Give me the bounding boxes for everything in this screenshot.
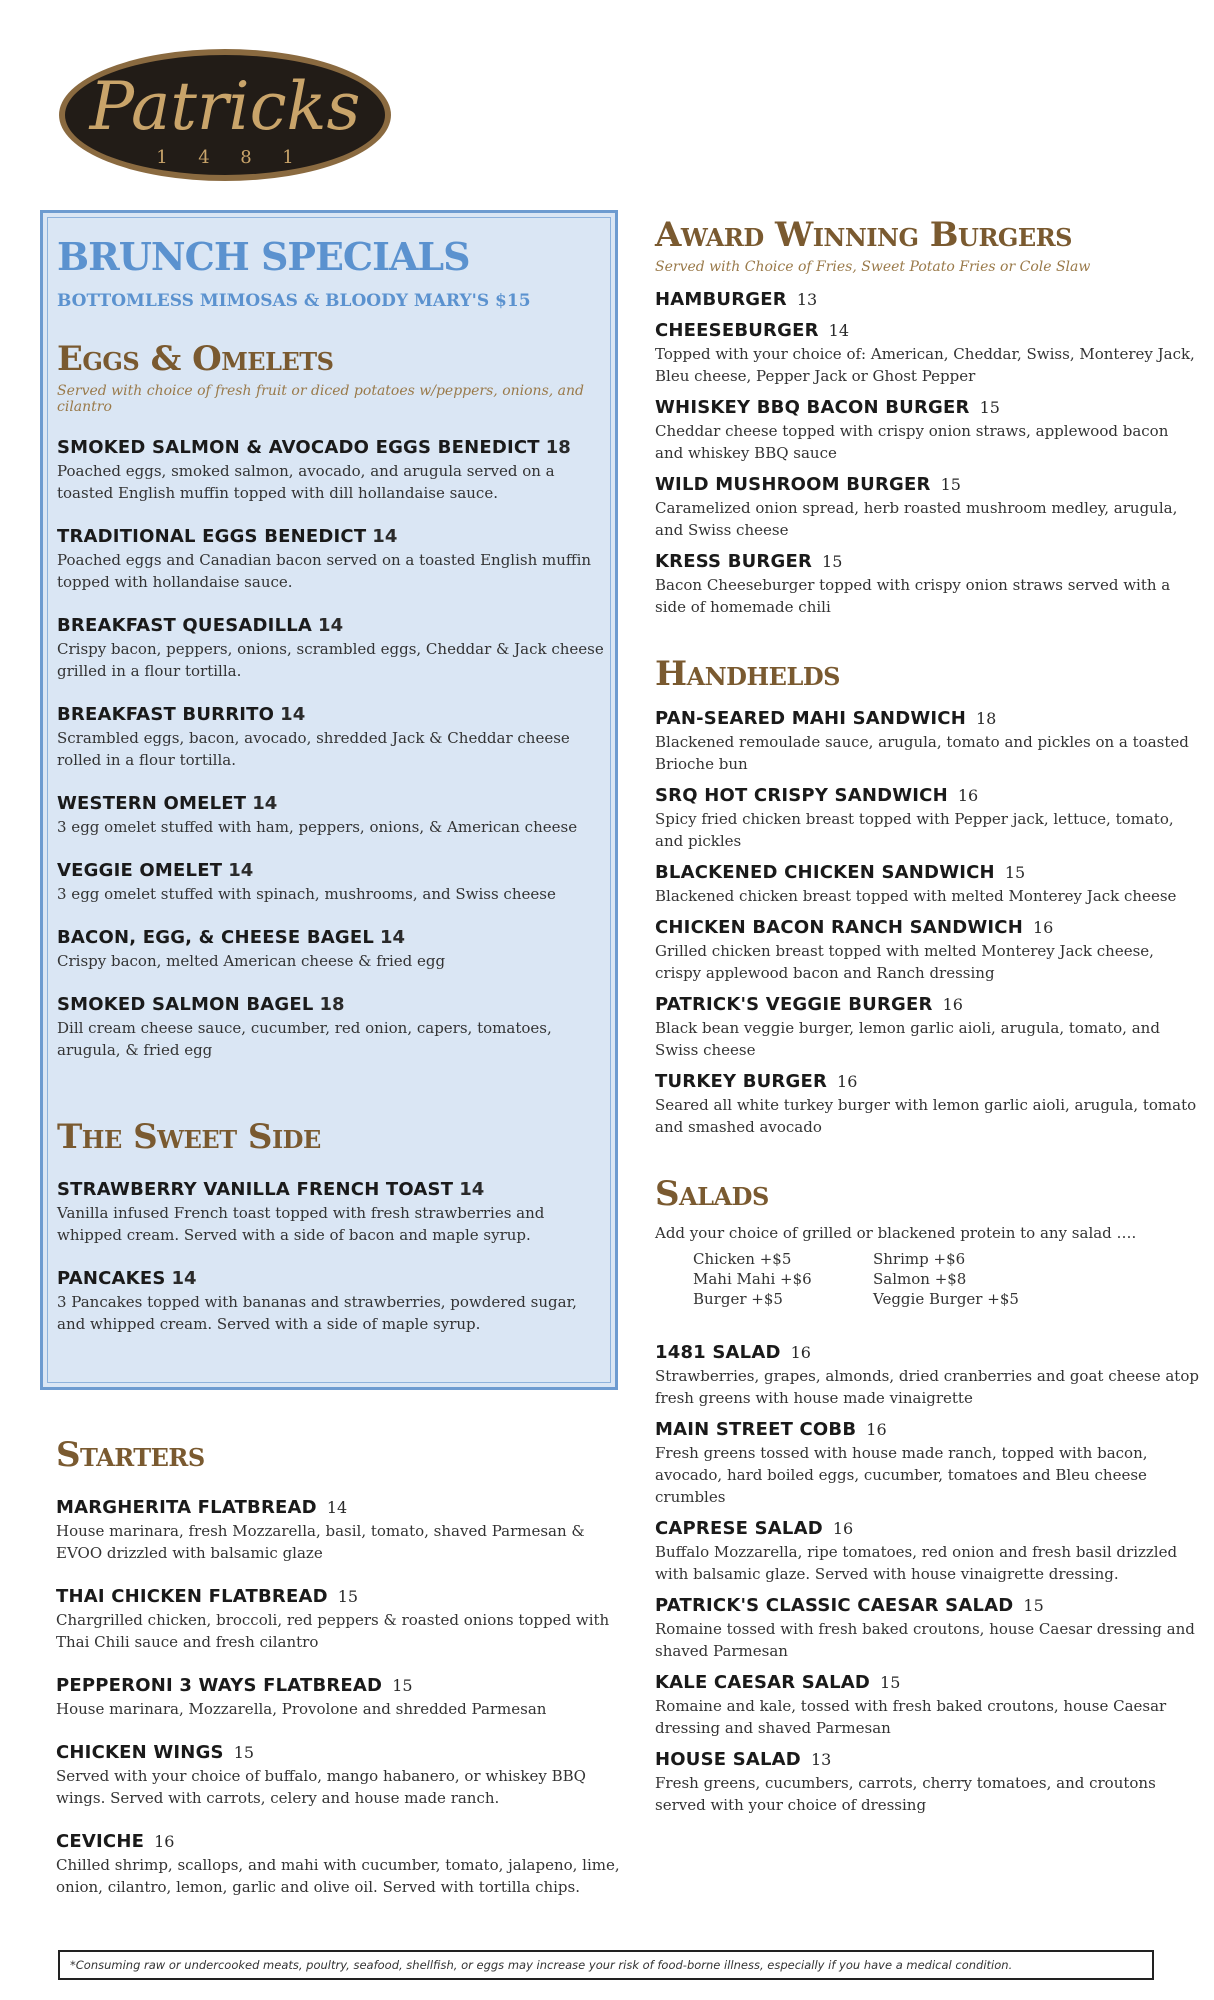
menu-item-header (655, 994, 1200, 1015)
menu-item (57, 927, 605, 972)
menu-item (655, 320, 1200, 387)
menu-item-price: 14 (459, 1179, 485, 1200)
eggs-section-subtitle: Served with choice of fresh fruit or diced potatoes w/peppers, onions, and cilantro (57, 383, 584, 415)
menu-item-price: 16 (790, 1343, 811, 1362)
menu-item-price: 14 (380, 927, 406, 948)
menu-item-name: CHICKEN BACON RANCH SANDWICH (655, 917, 1023, 938)
menu-item-header (57, 927, 605, 948)
menu-item (655, 397, 1200, 464)
menu-item-price: 15 (392, 1676, 413, 1695)
logo-digit: 8 (240, 147, 252, 168)
menu-item (56, 1742, 631, 1809)
menu-item-price: 15 (880, 1673, 901, 1692)
menu-item (57, 860, 605, 905)
menu-item-name: CAPRESE SALAD (655, 1518, 823, 1539)
menu-item-name: KRESS BURGER (655, 551, 813, 572)
menu-item-description: Crispy bacon, peppers, onions, scrambled eggs, Cheddar & Jack cheese grilled in a flour tortilla. (57, 640, 604, 680)
menu-item-name: BREAKFAST QUESADILLA (57, 615, 313, 636)
menu-item-header (655, 862, 1200, 883)
menu-item (57, 437, 605, 504)
menu-item-header (655, 320, 1200, 341)
menu-item-name: PEPPERONI 3 WAYS FLATBREAD (56, 1675, 383, 1696)
menu-item-price: 16 (837, 1072, 858, 1091)
menu-item-header (57, 437, 605, 458)
menu-item (655, 785, 1200, 852)
handhelds-items (655, 708, 1200, 1138)
menu-item-description: Crispy bacon, melted American cheese & fried egg (57, 952, 446, 970)
menu-item (655, 551, 1200, 618)
menu-item-price: 13 (810, 1750, 832, 1769)
menu-item (655, 1071, 1200, 1138)
menu-item-header (655, 917, 1200, 938)
menu-item-price: 15 (233, 1743, 255, 1762)
menu-item-description: Scrambled eggs, bacon, avocado, shredded Jack & Cheddar cheese rolled in a flour tortilla. (57, 729, 570, 769)
menu-item-header (57, 860, 605, 881)
menu-item-price: 18 (975, 709, 997, 728)
protein-addons (693, 1250, 1200, 1308)
menu-item-description: 3 egg omelet stuffed with ham, peppers, onions, & American cheese (57, 818, 578, 836)
menu-item-price: 16 (942, 995, 963, 1014)
menu-item-description: Chilled shrimp, scallops, and mahi with cucumber, tomato, jalapeno, lime, onion, cilantro, lemon, garlic and olive oil. Served with tortilla chips. (56, 1856, 620, 1896)
menu-item (56, 1497, 631, 1564)
menu-item-header (57, 704, 605, 725)
mimosa-line: BOTTOMLESS MIMOSAS & BLOODY MARY'S $15 (57, 291, 531, 311)
menu-item-price: 14 (280, 704, 306, 725)
menu-item-description: Chargrilled chicken, broccoli, red peppers & roasted onions topped with Thai Chili sauce and fresh cilantro (56, 1611, 610, 1651)
menu-item-description: Cheddar cheese topped with crispy onion straws, applewood bacon and whiskey BBQ sauce (655, 422, 1169, 462)
salads-items (655, 1342, 1200, 1816)
menu-item-name: VEGGIE OMELET (57, 860, 223, 881)
menu-item-description: Caramelized onion spread, herb roasted mushroom medley, arugula, and Swiss cheese (655, 499, 1178, 539)
menu-item-name: 1481 SALAD (655, 1342, 781, 1363)
menu-item (56, 1675, 631, 1720)
menu-item-description: Topped with your choice of: American, Cheddar, Swiss, Monterey Jack, Bleu cheese, Pepper Jack or Ghost Pepper (655, 345, 1195, 385)
menu-item-description: House marinara, Mozzarella, Provolone and shredded Parmesan (56, 1700, 547, 1718)
menu-item (57, 1179, 605, 1246)
menu-item-price: 15 (979, 398, 1000, 417)
menu-item-name: PANCAKES (57, 1268, 166, 1289)
protein-option: Veggie Burger +$5 (873, 1290, 1019, 1308)
menu-item (655, 708, 1200, 775)
menu-item-price: 15 (1004, 863, 1026, 882)
menu-item (57, 704, 605, 771)
menu-item-header (655, 1672, 1200, 1693)
menu-item (655, 1749, 1200, 1816)
menu-item-name: TURKEY BURGER (655, 1071, 828, 1092)
menu-item-price: 14 (252, 793, 278, 814)
menu-item-description: Blackened remoulade sauce, arugula, tomato and pickles on a toasted Brioche bun (655, 733, 1189, 773)
menu-item-header (655, 1419, 1200, 1440)
menu-item-description: Grilled chicken breast topped with melted Monterey Jack cheese, crispy applewood bacon and Ranch dressing (655, 942, 1154, 982)
menu-item (655, 862, 1200, 907)
menu-item-name: BLACKENED CHICKEN SANDWICH (655, 862, 995, 883)
menu-item-name: SMOKED SALMON & AVOCADO EGGS BENEDICT (57, 437, 540, 458)
protein-option: Shrimp +$6 (873, 1250, 966, 1268)
menu-item-header (56, 1497, 631, 1518)
menu-item (57, 1268, 605, 1335)
salads-intro: Add your choice of grilled or blackened protein to any salad …. (655, 1224, 1137, 1242)
menu-item-price: 15 (940, 475, 961, 494)
menu-item (655, 289, 1200, 310)
menu-item-description: Romaine and kale, tossed with fresh baked croutons, house Caesar dressing and shaved Parmesan (655, 1697, 1167, 1737)
menu-item-name: CEVICHE (56, 1831, 145, 1852)
salads-title: Salads (655, 1174, 769, 1214)
menu-item-header (655, 1595, 1200, 1616)
menu-item-name: SMOKED SALMON BAGEL (57, 994, 314, 1015)
menu-item-header (655, 1071, 1200, 1092)
burgers-title: Award Winning Burgers (655, 215, 1072, 255)
restaurant-logo (55, 45, 395, 185)
menu-item-name: HAMBURGER (655, 289, 787, 310)
menu-item-description: Seared all white turkey burger with lemon garlic aioli, arugula, tomato and smashed avocado (655, 1096, 1197, 1136)
menu-item-header (655, 1749, 1200, 1770)
menu-item (655, 474, 1200, 541)
menu-item (655, 994, 1200, 1061)
menu-item-description: Spicy fried chicken breast topped with Pepper jack, lettuce, tomato, and pickles (655, 810, 1174, 850)
menu-item-description: Vanilla infused French toast topped with fresh strawberries and whipped cream. Served with a side of bacon and maple syrup. (57, 1204, 545, 1244)
burgers-subtitle: Served with Choice of Fries, Sweet Potato Fries or Cole Slaw (655, 259, 1091, 275)
menu-item-description: Fresh greens tossed with house made ranch, topped with bacon, avocado, hard boiled eggs, cucumber, tomatoes and Bleu cheese crumbles (655, 1444, 1148, 1506)
menu-item-name: CHEESEBURGER (655, 320, 819, 341)
menu-item-header (655, 551, 1200, 572)
menu-item-price: 18 (545, 437, 571, 458)
menu-item-description: Poached eggs and Canadian bacon served on a toasted English muffin topped with hollandaise sauce. (57, 551, 592, 591)
menu-item-header (57, 793, 605, 814)
handhelds-title: Handhelds (655, 654, 840, 694)
menu-item-price: 13 (796, 290, 818, 309)
menu-item-header (655, 1342, 1200, 1363)
menu-item-description: Black bean veggie burger, lemon garlic aioli, arugula, tomato, and Swiss cheese (655, 1019, 1160, 1059)
menu-item-header (655, 1518, 1200, 1539)
menu-item (56, 1586, 631, 1653)
menu-item-name: CHICKEN WINGS (56, 1742, 224, 1763)
menu-item-price: 14 (326, 1498, 348, 1517)
menu-item-price: 16 (1032, 918, 1054, 937)
menu-item-header (655, 289, 1200, 310)
brunch-specials-panel (40, 210, 618, 1390)
menu-item-description: Romaine tossed with fresh baked croutons, house Caesar dressing and shaved Parmesan (655, 1620, 1195, 1660)
brunch-title: BRUNCH SPECIALS (57, 234, 470, 279)
menu-item-name: THAI CHICKEN FLATBREAD (56, 1586, 328, 1607)
menu-item-description: Dill cream cheese sauce, cucumber, red onion, capers, tomatoes, arugula, & fried egg (57, 1019, 552, 1059)
menu-item (57, 793, 605, 838)
logo-digit: 1 (282, 147, 294, 168)
starters-items (56, 1497, 631, 1898)
menu-item-name: SRQ HOT CRISPY SANDWICH (655, 785, 948, 806)
menu-item-price: 16 (154, 1832, 175, 1851)
menu-item-price: 14 (828, 321, 850, 340)
protein-option: Burger +$5 (693, 1290, 783, 1308)
menu-item-price: 14 (171, 1268, 197, 1289)
menu-item-name: BACON, EGG, & CHEESE BAGEL (57, 927, 375, 948)
menu-item-header (56, 1675, 631, 1696)
menu-item-description: 3 egg omelet stuffed with spinach, mushrooms, and Swiss cheese (57, 885, 556, 903)
right-column (655, 215, 1200, 1816)
menu-item-header (56, 1586, 631, 1607)
menu-item-header (57, 615, 605, 636)
menu-item-header (57, 994, 605, 1015)
menu-item (655, 1342, 1200, 1409)
menu-item (655, 1518, 1200, 1585)
starters-section (56, 1435, 631, 1898)
menu-item-name: PATRICK'S VEGGIE BURGER (655, 994, 933, 1015)
menu-item-price: 16 (866, 1420, 887, 1439)
menu-item-name: HOUSE SALAD (655, 1749, 801, 1770)
menu-item (57, 526, 605, 593)
menu-item-name: WESTERN OMELET (57, 793, 247, 814)
menu-item-description: Buffalo Mozzarella, ripe tomatoes, red onion and fresh basil drizzled with balsamic glaze. Served with house vinaigrette dressing. (655, 1543, 1178, 1583)
logo-digit: 1 (156, 147, 168, 168)
menu-item (655, 1595, 1200, 1662)
menu-item-description: Strawberries, grapes, almonds, dried cranberries and goat cheese atop fresh greens with house made vinaigrette (655, 1367, 1199, 1407)
menu-item-price: 15 (1023, 1596, 1044, 1615)
menu-item-description: Fresh greens, cucumbers, carrots, cherry tomatoes, and croutons served with your choice of dressing (655, 1774, 1156, 1814)
menu-item-price: 14 (318, 615, 344, 636)
protein-option: Salmon +$8 (873, 1270, 967, 1288)
menu-item-description: Bacon Cheeseburger topped with crispy onion straws served with a side of homemade chili (655, 576, 1171, 616)
menu-item-header (56, 1831, 631, 1852)
menu-item-description: Poached eggs, smoked salmon, avocado, and arugula served on a toasted English muffin topped with dill hollandaise sauce. (57, 462, 555, 502)
menu-item-description: Served with your choice of buffalo, mango habanero, or whiskey BBQ wings. Served with carrots, celery and house made ranch. (56, 1767, 586, 1807)
menu-item-description: House marinara, fresh Mozzarella, basil, tomato, shaved Parmesan & EVOO drizzled with balsamic glaze (56, 1522, 585, 1562)
protein-option: Chicken +$5 (693, 1250, 792, 1268)
eggs-items (57, 437, 605, 1061)
menu-item-header (57, 1179, 605, 1200)
menu-item-name: PATRICK'S CLASSIC CAESAR SALAD (655, 1595, 1014, 1616)
food-safety-disclaimer: *Consuming raw or undercooked meats, poultry, seafood, shellfish, or eggs may increase your risk of food-borne illness, especially if you have a medical condition. (58, 1950, 1154, 1980)
menu-item-price: 15 (337, 1587, 359, 1606)
menu-item-name: TRADITIONAL EGGS BENEDICT (57, 526, 367, 547)
menu-item-name: MARGHERITA FLATBREAD (56, 1497, 317, 1518)
protein-option: Mahi Mahi +$6 (693, 1270, 812, 1288)
menu-item (57, 615, 605, 682)
menu-item-name: WILD MUSHROOM BURGER (655, 474, 931, 495)
menu-item-name: MAIN STREET COBB (655, 1419, 857, 1440)
eggs-section-title: Eggs & Omelets (57, 339, 334, 379)
menu-item-price: 16 (832, 1519, 854, 1538)
menu-item-price: 16 (957, 786, 979, 805)
menu-item-name: BREAKFAST BURRITO (57, 704, 275, 725)
starters-title: Starters (56, 1435, 205, 1475)
menu-item (57, 994, 605, 1061)
menu-item-name: WHISKEY BBQ BACON BURGER (655, 397, 970, 418)
menu-item-header (655, 785, 1200, 806)
menu-item-header (655, 474, 1200, 495)
menu-item-price: 14 (372, 526, 398, 547)
menu-item (655, 917, 1200, 984)
menu-item (655, 1672, 1200, 1739)
menu-item-header (655, 708, 1200, 729)
logo-digit: 4 (198, 147, 210, 168)
sweet-items (57, 1179, 605, 1335)
menu-item-name: PAN-SEARED MAHI SANDWICH (655, 708, 966, 729)
menu-item-header (57, 526, 605, 547)
menu-item-description: 3 Pancakes topped with bananas and strawberries, powdered sugar, and whipped cream. Served with a side of maple syrup. (57, 1293, 577, 1333)
sweet-section-title: The Sweet Side (57, 1117, 321, 1157)
menu-item-header (655, 397, 1200, 418)
menu-item-name: KALE CAESAR SALAD (655, 1672, 871, 1693)
menu-item-price: 14 (228, 860, 254, 881)
menu-item-description: Blackened chicken breast topped with melted Monterey Jack cheese (655, 887, 1177, 905)
menu-item-price: 15 (822, 552, 843, 571)
menu-item-header (56, 1742, 631, 1763)
menu-item-price: 18 (319, 994, 345, 1015)
menu-item-header (57, 1268, 605, 1289)
menu-item (655, 1419, 1200, 1508)
logo-wordmark: Patricks (89, 68, 361, 145)
menu-item-name: STRAWBERRY VANILLA FRENCH TOAST (57, 1179, 454, 1200)
menu-item (56, 1831, 631, 1898)
burgers-items (655, 289, 1200, 618)
